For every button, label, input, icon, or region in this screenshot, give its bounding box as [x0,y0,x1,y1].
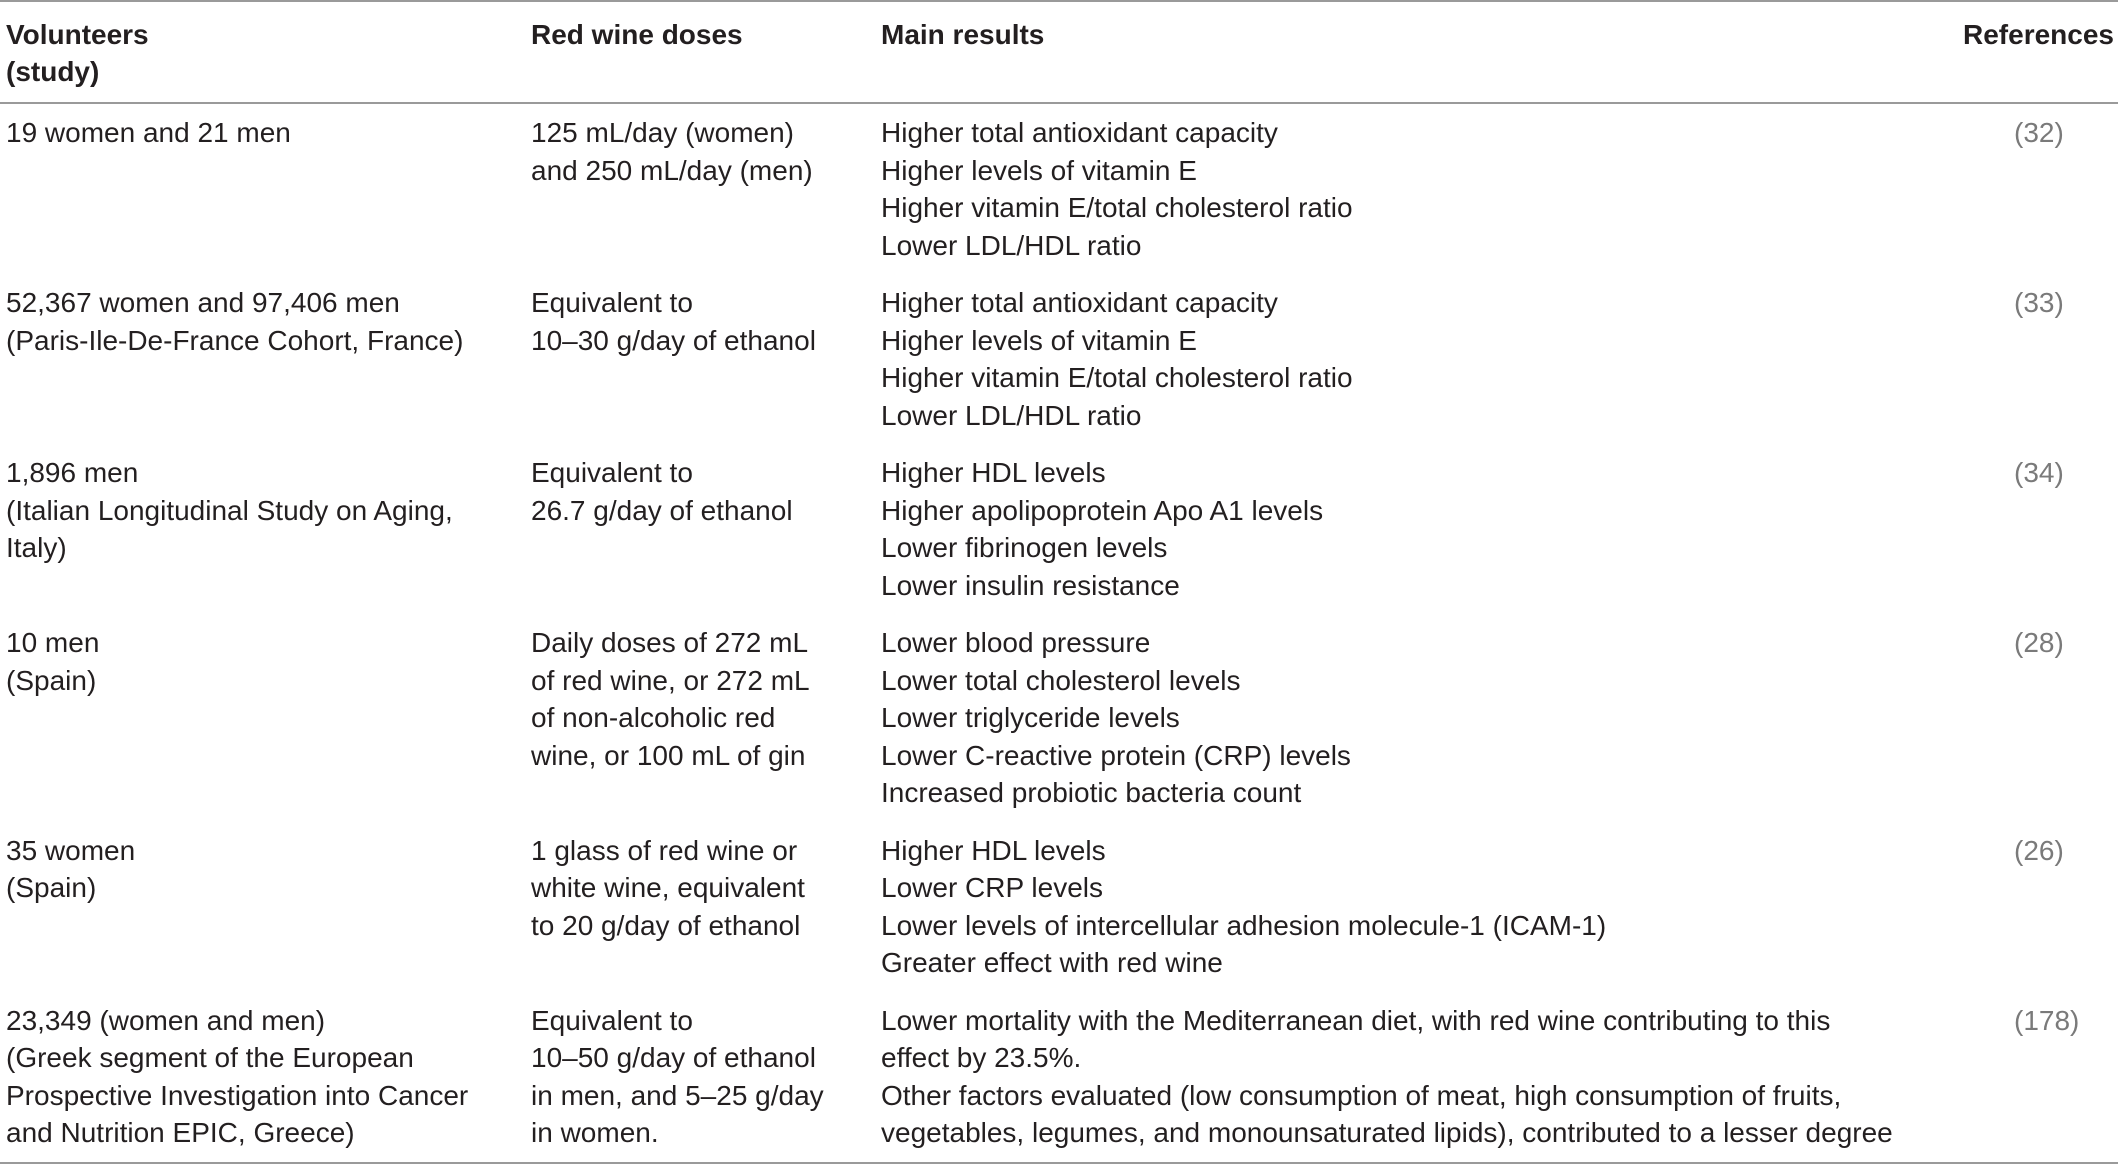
results-cell [881,274,1956,444]
results-cell-line: Higher HDL levels [881,457,1106,488]
volunteers-cell-line: 10 men [6,627,100,658]
table-row [0,822,2118,992]
volunteers-cell-line: (Greek segment of the European [6,1042,414,1073]
results-cell [881,614,1956,822]
results-cell-line: effect by 23.5%. [881,1042,1082,1073]
volunteers-cell-line: (Spain) [6,872,97,903]
doses-cell [531,822,881,992]
results-cell [881,992,1956,1163]
doses-cell-line: to 20 g/day of ethanol [531,909,801,941]
results-cell-line: Higher total antioxidant capacity [881,117,1278,148]
doses-cell-line: 125 mL/day (women) [531,117,795,148]
doses-cell [531,992,881,1163]
doses-cell-line: 1 glass of red wine or [531,834,798,866]
results-cell-line: Lower LDL/HDL ratio [881,229,1142,261]
volunteers-cell-line: and Nutrition EPIC, Greece) [6,1117,355,1148]
results-cell-line: vegetables, legumes, and monounsaturated lipids), contributed to a lesser degree [881,1117,1893,1148]
reference-cell[interactable]: (178) [2014,1004,2080,1036]
results-cell-line: Lower C-reactive protein (CRP) levels [881,739,1351,771]
table-row [0,103,2118,274]
doses-cell-line: of red wine, or 272 mL [531,664,810,696]
doses-cell-line: 26.7 g/day of ethanol [531,494,793,526]
results-cell-line: Lower fibrinogen levels [881,532,1168,563]
results-cell-line: Higher HDL levels [881,834,1106,866]
results-cell [881,103,1956,274]
table-row [0,992,2118,1163]
results-cell-line: Lower LDL/HDL ratio [881,399,1142,431]
doses-cell [531,614,881,822]
results-cell-line: Lower insulin resistance [881,569,1180,601]
results-cell [881,822,1956,992]
volunteers-cell-line: (Spain) [6,664,97,696]
doses-cell-line: 10–50 g/day of ethanol [531,1042,816,1073]
volunteers-cell [0,444,531,614]
table-header [0,1,2118,103]
doses-cell [531,444,881,614]
results-cell [881,444,1956,614]
doses-cell-line: white wine, equivalent [531,872,805,903]
results-cell-line: Greater effect with red wine [881,947,1223,978]
header-volunteers-line-2: (study) [6,56,100,87]
volunteers-cell-line: 23,349 (women and men) [6,1004,326,1036]
doses-cell-line: Equivalent to [531,457,693,488]
reference-cell[interactable]: (33) [2014,287,2064,318]
volunteers-cell [0,274,531,444]
results-cell-line: Higher levels of vitamin E [881,154,1197,186]
doses-cell-line: in women. [531,1117,659,1148]
doses-cell-line: Equivalent to [531,1004,693,1036]
volunteers-cell [0,822,531,992]
header-references: References [1963,19,2114,50]
reference-cell[interactable]: (32) [2014,117,2064,148]
volunteers-cell-line: 52,367 women and 97,406 men [6,287,400,318]
volunteers-cell-line: 35 women [6,834,136,866]
table-row [0,614,2118,822]
results-cell-line: Higher apolipoprotein Apo A1 levels [881,494,1324,526]
volunteers-cell-line: 19 women and 21 men [6,117,291,148]
volunteers-cell-line: Italy) [6,532,67,563]
doses-cell-line: of non-alcoholic red [531,702,776,733]
header-volunteers [0,1,531,103]
doses-cell-line: 10–30 g/day of ethanol [531,324,816,356]
results-cell-line: Lower levels of intercellular adhesion molecule-1 (ICAM-1) [881,909,1607,941]
doses-cell-line: in men, and 5–25 g/day [531,1079,824,1111]
results-cell-line: Higher total antioxidant capacity [881,287,1278,318]
reference-cell[interactable]: (28) [2014,627,2064,658]
results-cell-line: Higher levels of vitamin E [881,324,1197,356]
doses-cell [531,274,881,444]
doses-cell-line: Daily doses of 272 mL [531,627,809,658]
table-row [0,444,2118,614]
header-volunteers-line-1: Volunteers [6,19,149,50]
reference-cell[interactable]: (26) [2014,834,2064,866]
volunteers-cell [0,992,531,1163]
results-cell-line: Lower total cholesterol levels [881,664,1241,696]
results-cell-line: Lower triglyceride levels [881,702,1180,733]
results-cell-line: Other factors evaluated (low consumption of meat, high consumption of fruits, [881,1079,1842,1111]
volunteers-cell [0,103,531,274]
volunteers-cell-line: 1,896 men [6,457,139,488]
header-doses: Red wine doses [531,19,743,50]
results-cell-line: Higher vitamin E/total cholesterol ratio [881,362,1353,393]
table-body [0,103,2118,1163]
results-cell-line: Lower mortality with the Mediterranean diet, with red wine contributing to this [881,1004,1831,1036]
reference-cell[interactable]: (34) [2014,457,2064,488]
header-results: Main results [881,19,1045,50]
table-row [0,274,2118,444]
volunteers-cell-line: (Italian Longitudinal Study on Aging, [6,494,453,526]
volunteers-cell [0,614,531,822]
doses-cell-line: and 250 mL/day (men) [531,154,813,186]
doses-cell [531,103,881,274]
results-cell-line: Lower blood pressure [881,627,1151,658]
doses-cell-line: Equivalent to [531,287,693,318]
doses-cell-line: wine, or 100 mL of gin [531,739,806,771]
header-row [0,1,2118,103]
results-cell-line: Lower CRP levels [881,872,1104,903]
results-cell-line: Increased probiotic bacteria count [881,777,1302,808]
volunteers-cell-line: (Paris-Ile-De-France Cohort, France) [6,324,464,356]
results-cell-line: Higher vitamin E/total cholesterol ratio [881,192,1353,223]
volunteers-cell-line: Prospective Investigation into Cancer [6,1079,469,1111]
